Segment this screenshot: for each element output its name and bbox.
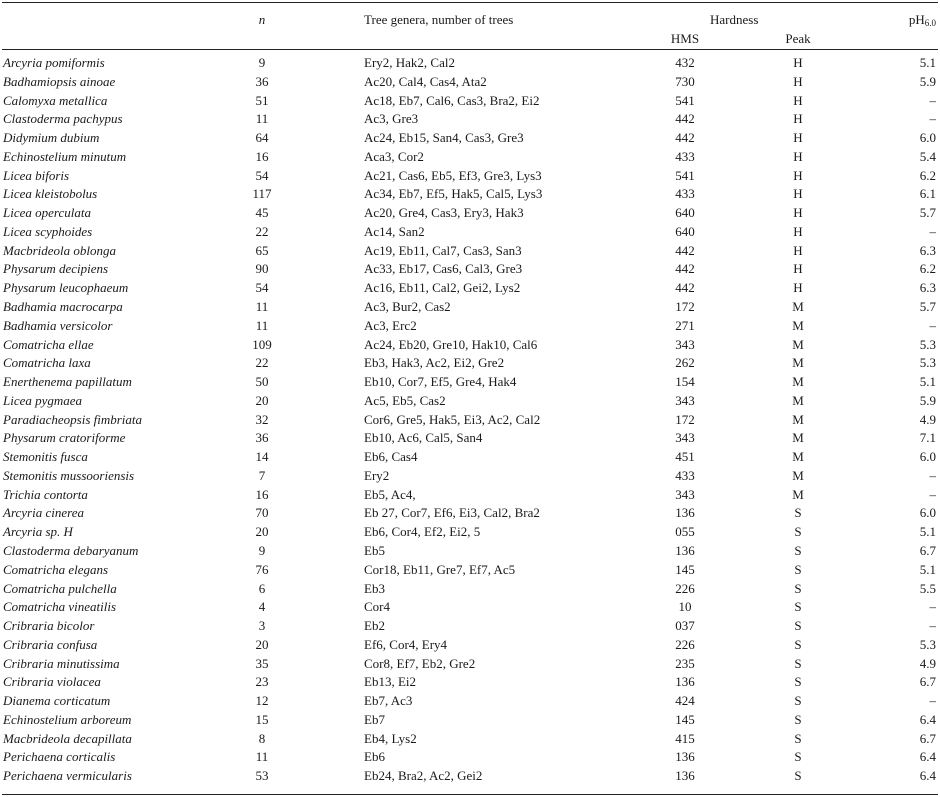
ph-value: 5.1 bbox=[919, 55, 936, 70]
species-name: Comatricha laxa bbox=[3, 355, 91, 370]
species-name: Dianema corticatum bbox=[3, 693, 111, 708]
species-name: Clastoderma pachypus bbox=[3, 111, 123, 126]
ph-value: 6.7 bbox=[919, 543, 936, 558]
hardness-peak: H bbox=[793, 243, 803, 258]
species-name: Comatricha vineatilis bbox=[3, 599, 117, 614]
hardness-hms: 640 bbox=[675, 224, 695, 239]
ph-value: 5.1 bbox=[919, 374, 936, 389]
tree-genera: Ac24, Eb15, San4, Cas3, Gre3 bbox=[364, 130, 524, 145]
sample-count: 11 bbox=[255, 749, 269, 764]
tree-genera: Ac16, Eb11, Cal2, Gei2, Lys2 bbox=[364, 280, 521, 295]
species-name: Stemonitis fusca bbox=[3, 449, 88, 464]
hardness-hms: 172 bbox=[675, 299, 695, 314]
sample-count: 9 bbox=[258, 55, 266, 70]
hardness-hms: 541 bbox=[675, 168, 695, 183]
hardness-peak: S bbox=[794, 581, 802, 596]
hardness-peak: H bbox=[793, 111, 803, 126]
ph-value: 5.7 bbox=[919, 205, 936, 220]
hardness-peak: H bbox=[793, 74, 803, 89]
tree-genera: Eb7, Ac3 bbox=[364, 693, 413, 708]
hardness-hms: 055 bbox=[675, 524, 695, 539]
sample-count: 11 bbox=[255, 111, 269, 126]
species-name: Perichaena corticalis bbox=[3, 749, 116, 764]
ph-value: 5.3 bbox=[919, 337, 936, 352]
tree-genera: Eb6, Cor4, Ef2, Ei2, 5 bbox=[364, 524, 481, 539]
bottom-rule bbox=[2, 794, 938, 795]
hardness-peak: M bbox=[792, 430, 804, 445]
ph-value: 5.1 bbox=[919, 562, 936, 577]
sample-count: 22 bbox=[255, 224, 269, 239]
ph-value: 6.4 bbox=[919, 712, 936, 727]
ph-value: 6.2 bbox=[919, 168, 936, 183]
hardness-peak: S bbox=[794, 505, 802, 520]
ph-value: 4.9 bbox=[919, 412, 936, 427]
species-name: Physarum cratoriforme bbox=[3, 430, 126, 445]
hardness-hms: 262 bbox=[675, 355, 695, 370]
tree-genera: Ac3, Bur2, Cas2 bbox=[364, 299, 451, 314]
tree-genera: Eb5 bbox=[364, 543, 385, 558]
sample-count: 15 bbox=[255, 712, 269, 727]
hardness-peak: S bbox=[794, 656, 802, 671]
sample-count: 36 bbox=[255, 430, 269, 445]
hardness-hms: 343 bbox=[675, 430, 695, 445]
species-name: Licea operculata bbox=[3, 205, 91, 220]
species-name: Licea pygmaea bbox=[3, 393, 83, 408]
hardness-peak: S bbox=[794, 543, 802, 558]
species-name: Physarum decipiens bbox=[3, 261, 109, 276]
ph-value: 6.7 bbox=[919, 674, 936, 689]
species-name: Arcyria pomiformis bbox=[3, 55, 105, 70]
ph-value: – bbox=[929, 318, 936, 333]
hardness-peak: S bbox=[794, 749, 802, 764]
tree-genera: Eb24, Bra2, Ac2, Gei2 bbox=[364, 768, 483, 783]
sample-count: 32 bbox=[255, 412, 269, 427]
tree-genera: Ac33, Eb17, Cas6, Cal3, Gre3 bbox=[364, 261, 523, 276]
header-hardness: Hardness bbox=[710, 12, 759, 27]
ph-value: 5.1 bbox=[919, 524, 936, 539]
hardness-peak: H bbox=[793, 280, 803, 295]
sample-count: 20 bbox=[255, 393, 269, 408]
hardness-peak: M bbox=[792, 318, 804, 333]
ph-value: – bbox=[929, 93, 936, 108]
hardness-peak: S bbox=[794, 712, 802, 727]
hardness-peak: M bbox=[792, 412, 804, 427]
sample-count: 65 bbox=[255, 243, 269, 258]
hardness-hms: 235 bbox=[675, 656, 695, 671]
hardness-peak: M bbox=[792, 487, 804, 502]
hardness-hms: 433 bbox=[675, 468, 695, 483]
species-name: Echinostelium minutum bbox=[3, 149, 127, 164]
species-name: Cribraria minutissima bbox=[3, 656, 120, 671]
species-name: Echinostelium arboreum bbox=[3, 712, 132, 727]
hardness-hms: 433 bbox=[675, 186, 695, 201]
hardness-peak: H bbox=[793, 186, 803, 201]
tree-genera: Ac18, Eb7, Cal6, Cas3, Bra2, Ei2 bbox=[364, 93, 540, 108]
hardness-peak: S bbox=[794, 637, 802, 652]
sample-count: 90 bbox=[255, 261, 269, 276]
tree-genera: Eb13, Ei2 bbox=[364, 674, 416, 689]
hardness-hms: 424 bbox=[675, 693, 695, 708]
sample-count: 16 bbox=[255, 487, 269, 502]
ph-value: – bbox=[929, 224, 936, 239]
hardness-hms: 343 bbox=[675, 393, 695, 408]
hardness-hms: 343 bbox=[675, 337, 695, 352]
header-ph-subscript: 6.0 bbox=[924, 18, 936, 28]
ph-value: 6.0 bbox=[919, 130, 936, 145]
tree-genera: Ac21, Cas6, Eb5, Ef3, Gre3, Lys3 bbox=[364, 168, 542, 183]
sample-count: 76 bbox=[255, 562, 269, 577]
tree-genera: Cor8, Ef7, Eb2, Gre2 bbox=[364, 656, 476, 671]
tree-genera: Eb4, Lys2 bbox=[364, 731, 417, 746]
ph-value: 6.4 bbox=[919, 749, 936, 764]
tree-genera: Ac19, Eb11, Cal7, Cas3, San3 bbox=[364, 243, 522, 258]
tree-genera: Eb7 bbox=[364, 712, 385, 727]
hardness-hms: 136 bbox=[675, 749, 695, 764]
hardness-hms: 136 bbox=[675, 768, 695, 783]
hardness-peak: M bbox=[792, 468, 804, 483]
ph-value: 6.0 bbox=[919, 505, 936, 520]
sample-count: 11 bbox=[255, 299, 269, 314]
hardness-hms: 432 bbox=[675, 55, 695, 70]
ph-value: – bbox=[929, 487, 936, 502]
sample-count: 12 bbox=[255, 693, 269, 708]
sample-count: 3 bbox=[258, 618, 266, 633]
hardness-hms: 136 bbox=[675, 543, 695, 558]
species-name: Comatricha elegans bbox=[3, 562, 109, 577]
hardness-peak: H bbox=[793, 205, 803, 220]
hardness-peak: H bbox=[793, 224, 803, 239]
top-rule bbox=[2, 2, 938, 3]
species-name: Licea scyphoides bbox=[3, 224, 93, 239]
species-name: Physarum leucophaeum bbox=[3, 280, 129, 295]
tree-genera: Ac20, Cal4, Cas4, Ata2 bbox=[364, 74, 487, 89]
sample-count: 14 bbox=[255, 449, 269, 464]
hardness-hms: 226 bbox=[675, 637, 695, 652]
species-name: Perichaena vermicularis bbox=[3, 768, 132, 783]
hardness-hms: 730 bbox=[675, 74, 695, 89]
hardness-peak: H bbox=[793, 168, 803, 183]
tree-genera: Eb6, Cas4 bbox=[364, 449, 418, 464]
hardness-peak: M bbox=[792, 299, 804, 314]
tree-genera: Eb10, Ac6, Cal5, San4 bbox=[364, 430, 483, 445]
species-name: Trichia contorta bbox=[3, 487, 88, 502]
sample-count: 36 bbox=[255, 74, 269, 89]
ph-value: 7.1 bbox=[919, 430, 936, 445]
ph-value: – bbox=[929, 618, 936, 633]
header-rule bbox=[2, 49, 938, 50]
sample-count: 16 bbox=[255, 149, 269, 164]
species-name: Enerthenema papillatum bbox=[3, 374, 132, 389]
tree-genera: Ac3, Erc2 bbox=[364, 318, 417, 333]
sample-count: 117 bbox=[252, 186, 272, 201]
ph-value: 6.1 bbox=[919, 186, 936, 201]
hardness-peak: S bbox=[794, 618, 802, 633]
tree-genera: Ac34, Eb7, Ef5, Hak5, Cal5, Lys3 bbox=[364, 186, 543, 201]
ph-value: – bbox=[929, 468, 936, 483]
tree-genera: Ac3, Gre3 bbox=[364, 111, 419, 126]
hardness-hms: 136 bbox=[675, 674, 695, 689]
hardness-peak: H bbox=[793, 55, 803, 70]
hardness-hms: 343 bbox=[675, 487, 695, 502]
hardness-peak: S bbox=[794, 768, 802, 783]
hardness-hms: 145 bbox=[675, 562, 695, 577]
hardness-hms: 442 bbox=[675, 111, 695, 126]
hardness-peak: S bbox=[794, 674, 802, 689]
tree-genera: Ery2 bbox=[364, 468, 390, 483]
hardness-peak: H bbox=[793, 130, 803, 145]
species-name: Macbrideola oblonga bbox=[3, 243, 117, 258]
species-name: Calomyxa metallica bbox=[3, 93, 108, 108]
species-name: Licea kleistobolus bbox=[3, 186, 98, 201]
hardness-peak: M bbox=[792, 337, 804, 352]
ph-value: 6.2 bbox=[919, 261, 936, 276]
sample-count: 54 bbox=[255, 168, 269, 183]
ph-value: – bbox=[929, 111, 936, 126]
ph-value: 6.3 bbox=[919, 280, 936, 295]
hardness-peak: S bbox=[794, 562, 802, 577]
tree-genera: Eb2 bbox=[364, 618, 385, 633]
ph-value: 6.0 bbox=[919, 449, 936, 464]
hardness-peak: M bbox=[792, 355, 804, 370]
hardness-hms: 154 bbox=[675, 374, 695, 389]
tree-genera: Eb6 bbox=[364, 749, 385, 764]
hardness-peak: S bbox=[794, 731, 802, 746]
header-peak: Peak bbox=[785, 31, 811, 46]
hardness-hms: 415 bbox=[675, 731, 695, 746]
sample-count: 8 bbox=[258, 731, 266, 746]
sample-count: 20 bbox=[255, 524, 269, 539]
ph-value: – bbox=[929, 693, 936, 708]
header-ph-base: pH bbox=[908, 12, 925, 27]
sample-count: 23 bbox=[255, 674, 269, 689]
sample-count: 54 bbox=[255, 280, 269, 295]
tree-genera: Eb5, Ac4, bbox=[364, 487, 416, 502]
sample-count: 45 bbox=[255, 205, 269, 220]
tree-genera: Aca3, Cor2 bbox=[364, 149, 424, 164]
tree-genera: Eb10, Cor7, Ef5, Gre4, Hak4 bbox=[364, 374, 517, 389]
species-name: Comatricha ellae bbox=[3, 337, 94, 352]
ph-value: 5.9 bbox=[919, 74, 936, 89]
species-name: Arcyria cinerea bbox=[3, 505, 84, 520]
header-hms: HMS bbox=[670, 31, 700, 46]
species-name: Macbrideola decapillata bbox=[3, 731, 132, 746]
hardness-peak: M bbox=[792, 393, 804, 408]
hardness-hms: 10 bbox=[678, 599, 692, 614]
tree-genera: Ac14, San2 bbox=[364, 224, 425, 239]
tree-genera: Eb 27, Cor7, Ef6, Ei3, Cal2, Bra2 bbox=[364, 505, 540, 520]
sample-count: 109 bbox=[252, 337, 272, 352]
hardness-peak: H bbox=[793, 149, 803, 164]
hardness-hms: 433 bbox=[675, 149, 695, 164]
tree-genera: Ac20, Gre4, Cas3, Ery3, Hak3 bbox=[364, 205, 524, 220]
hardness-peak: S bbox=[794, 693, 802, 708]
sample-count: 70 bbox=[255, 505, 269, 520]
sample-count: 50 bbox=[255, 374, 269, 389]
ph-value: 5.3 bbox=[919, 355, 936, 370]
ph-value: 5.7 bbox=[919, 299, 936, 314]
tree-genera: Cor18, Eb11, Gre7, Ef7, Ac5 bbox=[364, 562, 516, 577]
species-name: Comatricha pulchella bbox=[3, 581, 117, 596]
species-name: Paradiacheopsis fimbriata bbox=[3, 412, 143, 427]
sample-count: 4 bbox=[258, 599, 266, 614]
hardness-hms: 442 bbox=[675, 261, 695, 276]
header-ph bbox=[909, 12, 936, 28]
header-tree-genera: Tree genera, number of trees bbox=[364, 12, 514, 27]
hardness-peak: S bbox=[794, 599, 802, 614]
tree-genera: Ac5, Eb5, Cas2 bbox=[364, 393, 446, 408]
hardness-peak: H bbox=[793, 261, 803, 276]
species-name: Licea biforis bbox=[3, 168, 70, 183]
tree-genera: Ac24, Eb20, Gre10, Hak10, Cal6 bbox=[364, 337, 538, 352]
ph-value: 5.3 bbox=[919, 637, 936, 652]
hardness-hms: 145 bbox=[675, 712, 695, 727]
ph-value: 6.4 bbox=[919, 768, 936, 783]
species-name: Cribraria violacea bbox=[3, 674, 101, 689]
species-name: Badhamia versicolor bbox=[3, 318, 113, 333]
species-name: Cribraria confusa bbox=[3, 637, 98, 652]
sample-count: 9 bbox=[258, 543, 266, 558]
hardness-hms: 037 bbox=[675, 618, 695, 633]
ph-value: – bbox=[929, 599, 936, 614]
hardness-hms: 442 bbox=[675, 130, 695, 145]
hardness-peak: M bbox=[792, 449, 804, 464]
sample-count: 51 bbox=[255, 93, 269, 108]
ph-value: 5.9 bbox=[919, 393, 936, 408]
tree-genera: Ef6, Cor4, Ery4 bbox=[364, 637, 448, 652]
hardness-peak: M bbox=[792, 374, 804, 389]
species-name: Cribraria bicolor bbox=[3, 618, 95, 633]
hardness-hms: 640 bbox=[675, 205, 695, 220]
tree-genera: Cor6, Gre5, Hak5, Ei3, Ac2, Cal2 bbox=[364, 412, 541, 427]
tree-genera: Eb3 bbox=[364, 581, 385, 596]
ph-value: 4.9 bbox=[919, 656, 936, 671]
sample-count: 53 bbox=[255, 768, 269, 783]
hardness-hms: 271 bbox=[675, 318, 695, 333]
hardness-peak: H bbox=[793, 93, 803, 108]
species-name: Clastoderma debaryanum bbox=[3, 543, 139, 558]
tree-genera: Cor4 bbox=[364, 599, 390, 614]
hardness-hms: 172 bbox=[675, 412, 695, 427]
sample-count: 11 bbox=[255, 318, 269, 333]
hardness-hms: 226 bbox=[675, 581, 695, 596]
tree-genera: Ery2, Hak2, Cal2 bbox=[364, 55, 455, 70]
ph-value: 6.3 bbox=[919, 243, 936, 258]
ph-value: 5.4 bbox=[919, 149, 936, 164]
hardness-peak: S bbox=[794, 524, 802, 539]
species-name: Badhamiopsis ainoae bbox=[3, 74, 116, 89]
tree-genera: Eb3, Hak3, Ac2, Ei2, Gre2 bbox=[364, 355, 505, 370]
ph-value: 6.7 bbox=[919, 731, 936, 746]
species-name: Didymium dubium bbox=[3, 130, 100, 145]
hardness-hms: 442 bbox=[675, 243, 695, 258]
sample-count: 64 bbox=[255, 130, 269, 145]
sample-count: 35 bbox=[255, 656, 269, 671]
species-name: Stemonitis mussooriensis bbox=[3, 468, 135, 483]
species-name: Arcyria sp. H bbox=[3, 524, 73, 539]
ph-value: 5.5 bbox=[919, 581, 936, 596]
sample-count: 20 bbox=[255, 637, 269, 652]
header-n: n bbox=[258, 12, 266, 27]
hardness-hms: 442 bbox=[675, 280, 695, 295]
sample-count: 22 bbox=[255, 355, 269, 370]
hardness-hms: 136 bbox=[675, 505, 695, 520]
sample-count: 7 bbox=[258, 468, 266, 483]
hardness-hms: 451 bbox=[675, 449, 695, 464]
sample-count: 6 bbox=[258, 581, 266, 596]
hardness-hms: 541 bbox=[675, 93, 695, 108]
species-name: Badhamia macrocarpa bbox=[3, 299, 123, 314]
